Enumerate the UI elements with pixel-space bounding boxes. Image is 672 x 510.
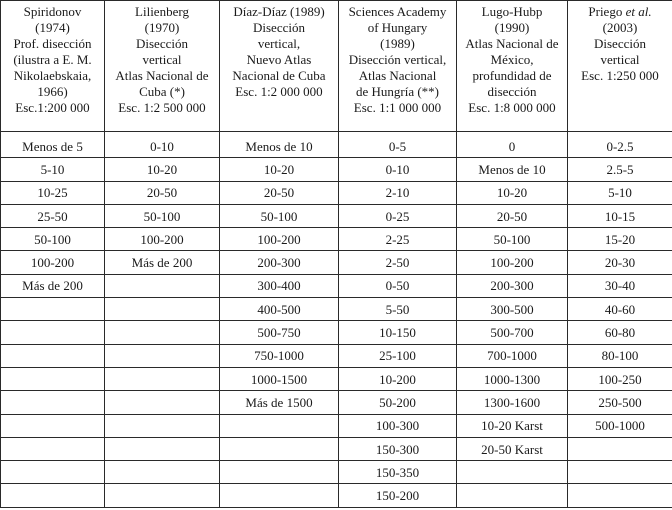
header-line: Atlas Nacional de [465, 36, 559, 51]
cell-diaz-diaz [220, 414, 339, 437]
cell-spiridonov: 25-50 [1, 204, 105, 227]
header-line: (1970) [144, 20, 180, 35]
cell-priego: 15-20 [568, 228, 672, 251]
cell-lugo-hubp [457, 484, 568, 507]
cell-lugo-hubp: 700-1000 [457, 344, 568, 367]
header-line: Esc.1:200 000 [15, 100, 90, 115]
cell-sciences-academy-hungary: 50-200 [339, 391, 457, 414]
table-row [1, 437, 672, 460]
header-line: Atlas Nacional [358, 68, 437, 83]
cell-diaz-diaz: 750-1000 [220, 344, 339, 367]
header-line: Atlas Nacional de [115, 68, 209, 83]
cell-lilienberg [105, 321, 220, 344]
table-row [1, 484, 672, 507]
cell-sciences-academy-hungary: 2-50 [339, 251, 457, 274]
cell-diaz-diaz [220, 461, 339, 484]
header-line: Cuba (*) [139, 84, 185, 99]
cell-spiridonov [1, 344, 105, 367]
header-line: de Hungría (**) [355, 84, 440, 99]
cell-diaz-diaz: 300-400 [220, 274, 339, 297]
cell-diaz-diaz [220, 484, 339, 507]
cell-lugo-hubp: 20-50 Karst [457, 437, 568, 460]
header-line: Esc. 1:1 000 000 [353, 100, 442, 115]
table-row [1, 228, 672, 251]
cell-lilienberg [105, 414, 220, 437]
table-row [1, 414, 672, 437]
cell-priego [568, 484, 672, 507]
cell-sciences-academy-hungary: 150-300 [339, 437, 457, 460]
header-line: Esc. 1:8 000 000 [468, 100, 556, 115]
cell-priego: 2.5-5 [568, 158, 672, 181]
cell-spiridonov [1, 321, 105, 344]
header-line: Disección vertical, [348, 52, 447, 67]
cell-lilienberg [105, 344, 220, 367]
cell-diaz-diaz: 200-300 [220, 251, 339, 274]
cell-sciences-academy-hungary: 10-200 [339, 367, 457, 390]
header-diaz-diaz [220, 1, 339, 132]
cell-lilienberg [105, 391, 220, 414]
header-line: Esc. 1:2 500 000 [118, 100, 206, 115]
cell-priego: 10-15 [568, 204, 672, 227]
header-line: (2003) [602, 20, 638, 35]
header-line: Lugo-Hubp [481, 4, 543, 19]
cell-lilienberg [105, 484, 220, 507]
header-line: disección [487, 84, 537, 99]
cell-priego: 5-10 [568, 181, 672, 204]
header-lugo-hubp [457, 1, 568, 132]
cell-spiridonov [1, 414, 105, 437]
cell-sciences-academy-hungary: 150-350 [339, 461, 457, 484]
cell-lugo-hubp [457, 461, 568, 484]
header-line: 1966) [37, 84, 68, 99]
table-row [1, 181, 672, 204]
cell-lilienberg: 0-10 [105, 132, 220, 158]
cell-lugo-hubp: 1300-1600 [457, 391, 568, 414]
header-line: (1989) [380, 36, 415, 51]
cell-sciences-academy-hungary: 10-150 [339, 321, 457, 344]
header-lilienberg [105, 1, 220, 132]
cell-diaz-diaz: 500-750 [220, 321, 339, 344]
table-row [1, 367, 672, 390]
cell-spiridonov: 50-100 [1, 228, 105, 251]
cell-diaz-diaz: Más de 1500 [220, 391, 339, 414]
cell-priego: 0-2.5 [568, 132, 672, 158]
cell-lilienberg [105, 437, 220, 460]
header-line: Díaz-Díaz (1989) [233, 4, 325, 19]
cell-spiridonov [1, 298, 105, 321]
header-line: vertical [142, 52, 182, 67]
cell-lugo-hubp: 200-300 [457, 274, 568, 297]
cell-lugo-hubp: 0 [457, 132, 568, 158]
header-line: Disección [136, 36, 188, 51]
cell-priego: 30-40 [568, 274, 672, 297]
cell-lilienberg: 100-200 [105, 228, 220, 251]
cell-priego: 40-60 [568, 298, 672, 321]
header-priego [568, 1, 672, 132]
cell-spiridonov [1, 391, 105, 414]
cell-spiridonov [1, 484, 105, 507]
header-line: (1974) [35, 20, 70, 35]
cell-priego [568, 437, 672, 460]
cell-lugo-hubp: 50-100 [457, 228, 568, 251]
cell-diaz-diaz: 1000-1500 [220, 367, 339, 390]
cell-priego: 250-500 [568, 391, 672, 414]
cell-diaz-diaz: 100-200 [220, 228, 339, 251]
cell-lilienberg: 20-50 [105, 181, 220, 204]
cell-sciences-academy-hungary: 150-200 [339, 484, 457, 507]
header-line: Prof. disección [13, 36, 92, 51]
cell-lugo-hubp: 20-50 [457, 204, 568, 227]
header-line: México, [490, 52, 534, 67]
cell-sciences-academy-hungary: 25-100 [339, 344, 457, 367]
table-row [1, 461, 672, 484]
cell-lugo-hubp: 300-500 [457, 298, 568, 321]
cell-lilienberg [105, 461, 220, 484]
cell-spiridonov: Menos de 5 [1, 132, 105, 158]
table-row [1, 274, 672, 297]
cell-diaz-diaz: Menos de 10 [220, 132, 339, 158]
header-sciences-academy-hungary [339, 1, 457, 132]
header-line: Spiridonov [23, 4, 82, 19]
cell-priego: 100-250 [568, 367, 672, 390]
cell-diaz-diaz: 50-100 [220, 204, 339, 227]
table-row [1, 158, 672, 181]
cell-priego: 20-30 [568, 251, 672, 274]
table-header [1, 1, 672, 132]
table-row [1, 321, 672, 344]
cell-priego: 500-1000 [568, 414, 672, 437]
header-line: Nikolaebskaia, [13, 68, 92, 83]
cell-lugo-hubp: 100-200 [457, 251, 568, 274]
cell-lilienberg: Más de 200 [105, 251, 220, 274]
cell-spiridonov: 5-10 [1, 158, 105, 181]
header-line: vertical, [257, 36, 301, 51]
cell-lugo-hubp: 1000-1300 [457, 367, 568, 390]
header-line: of Hungary [367, 20, 428, 35]
cell-priego [568, 461, 672, 484]
cell-sciences-academy-hungary: 0-25 [339, 204, 457, 227]
cell-priego: 80-100 [568, 344, 672, 367]
cell-spiridonov: 100-200 [1, 251, 105, 274]
cell-lilienberg [105, 298, 220, 321]
header-line: Priego et al. [588, 4, 652, 19]
cell-spiridonov: 10-25 [1, 181, 105, 204]
cell-lugo-hubp: 500-700 [457, 321, 568, 344]
header-line: Nuevo Atlas [246, 52, 312, 67]
table-row [1, 298, 672, 321]
cell-sciences-academy-hungary: 2-25 [339, 228, 457, 251]
cell-spiridonov: Más de 200 [1, 274, 105, 297]
header-line: Esc. 1:2 000 000 [235, 84, 323, 99]
header-line: Disección [594, 36, 646, 51]
cell-priego: 60-80 [568, 321, 672, 344]
cell-lilienberg: 10-20 [105, 158, 220, 181]
cell-sciences-academy-hungary: 2-10 [339, 181, 457, 204]
cell-diaz-diaz: 10-20 [220, 158, 339, 181]
header-line: Disección [253, 20, 305, 35]
cell-spiridonov [1, 437, 105, 460]
table-row [1, 204, 672, 227]
cell-lilienberg: 50-100 [105, 204, 220, 227]
cell-sciences-academy-hungary: 5-50 [339, 298, 457, 321]
header-line: Sciences Academy [348, 4, 447, 19]
cell-sciences-academy-hungary: 0-50 [339, 274, 457, 297]
table-row [1, 391, 672, 414]
cell-lugo-hubp: 10-20 Karst [457, 414, 568, 437]
cell-sciences-academy-hungary: 100-300 [339, 414, 457, 437]
header-line: Lilienberg [135, 4, 189, 19]
header-line: Esc. 1:250 000 [581, 68, 659, 83]
cell-lugo-hubp: Menos de 10 [457, 158, 568, 181]
header-line: vertical [600, 52, 640, 67]
header-line: (1990) [494, 20, 530, 35]
cell-diaz-diaz [220, 437, 339, 460]
cell-spiridonov [1, 367, 105, 390]
table-body [1, 132, 672, 508]
table-row [1, 132, 672, 158]
header-line: (ilustra a E. M. [13, 52, 92, 67]
cell-diaz-diaz: 20-50 [220, 181, 339, 204]
cell-spiridonov [1, 461, 105, 484]
header-line: Nacional de Cuba [232, 68, 326, 83]
cell-lugo-hubp: 10-20 [457, 181, 568, 204]
header-row [1, 1, 672, 132]
table-row [1, 344, 672, 367]
table-row [1, 251, 672, 274]
cell-lilienberg [105, 274, 220, 297]
cell-diaz-diaz: 400-500 [220, 298, 339, 321]
cell-sciences-academy-hungary: 0-10 [339, 158, 457, 181]
cell-sciences-academy-hungary: 0-5 [339, 132, 457, 158]
header-spiridonov [1, 1, 105, 132]
header-line: profundidad de [472, 68, 552, 83]
cell-lilienberg [105, 367, 220, 390]
